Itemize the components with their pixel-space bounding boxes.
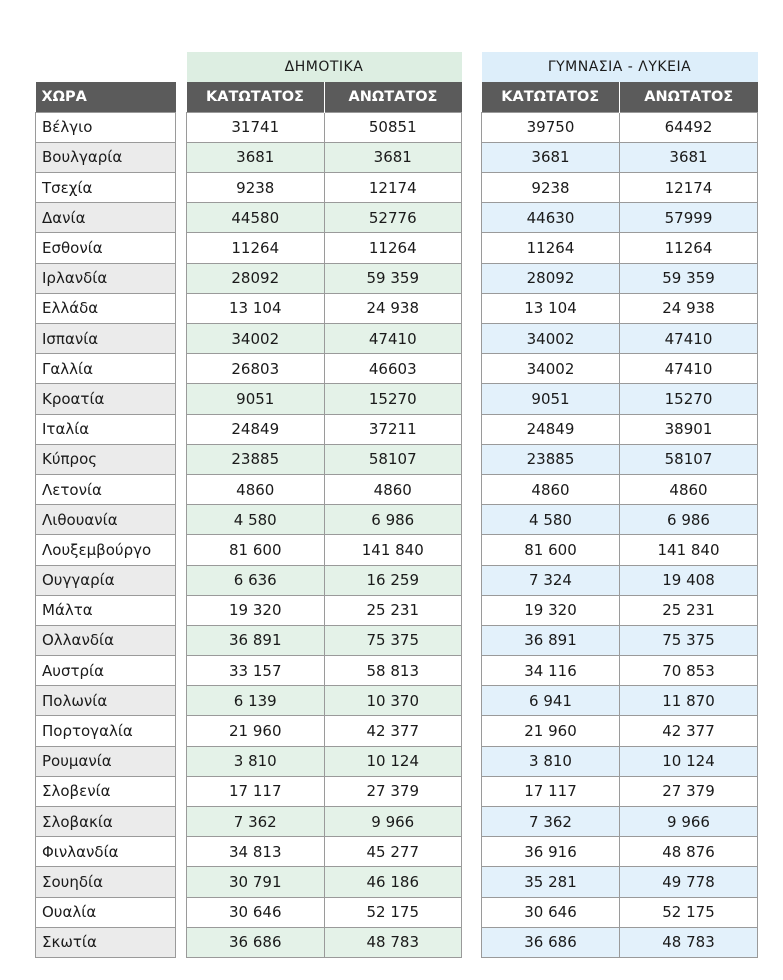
country-row [36,474,176,504]
secondary-row [482,354,758,384]
primary-row [187,203,462,233]
primary-min-cell: 4860 [187,474,325,504]
primary-min-cell: 36 686 [187,927,325,957]
secondary-row [482,927,758,957]
primary-row [187,897,462,927]
primary-min-cell: 4 580 [187,505,325,535]
secondary-row [482,867,758,897]
primary-max-cell: 37211 [324,414,462,444]
primary-max-cell: 50851 [324,112,462,142]
primary-row [187,746,462,776]
primary-row [187,776,462,806]
primary-max-cell: 12174 [324,173,462,203]
primary-max-cell: 42 377 [324,716,462,746]
country-row [36,505,176,535]
country-name-cell: Ελλάδα [36,293,176,323]
primary-row [187,656,462,686]
country-name-cell: Γαλλία [36,354,176,384]
primary-min-cell: 3 810 [187,746,325,776]
primary-row [187,444,462,474]
country-name-cell: Ολλανδία [36,625,176,655]
country-name-cell: Ουαλία [36,897,176,927]
primary-row [187,807,462,837]
secondary-min-cell: 3 810 [482,746,620,776]
primary-school-body [187,112,462,957]
secondary-min-cell: 24849 [482,414,620,444]
country-row [36,293,176,323]
secondary-max-cell: 52 175 [620,897,758,927]
primary-row [187,686,462,716]
country-name-cell: Βέλγιο [36,112,176,142]
secondary-row [482,112,758,142]
country-row [36,142,176,172]
primary-max-cell: 9 966 [324,807,462,837]
country-row [36,173,176,203]
secondary-max-header: ΑΝΩΤΑΤΟΣ [620,82,758,112]
primary-max-cell: 10 370 [324,686,462,716]
secondary-min-cell: 4860 [482,474,620,504]
primary-max-cell: 15270 [324,384,462,414]
secondary-min-cell: 23885 [482,444,620,474]
country-row [36,686,176,716]
country-name-cell: Δανία [36,203,176,233]
primary-min-cell: 13 104 [187,293,325,323]
primary-min-cell: 23885 [187,444,325,474]
country-row [36,837,176,867]
secondary-max-cell: 141 840 [620,535,758,565]
secondary-min-cell: 30 646 [482,897,620,927]
primary-row [187,505,462,535]
primary-max-cell: 75 375 [324,625,462,655]
secondary-max-cell: 47410 [620,354,758,384]
secondary-min-cell: 3681 [482,142,620,172]
primary-min-cell: 34 813 [187,837,325,867]
secondary-max-cell: 75 375 [620,625,758,655]
country-name-cell: Βουλγαρία [36,142,176,172]
primary-min-cell: 19 320 [187,595,325,625]
secondary-row [482,233,758,263]
secondary-min-cell: 21 960 [482,716,620,746]
secondary-group-header: ΓΥΜΝΑΣΙΑ - ΛΥΚΕΙΑ [482,52,758,82]
primary-min-cell: 17 117 [187,776,325,806]
secondary-min-header: ΚΑΤΩΤΑΤΟΣ [482,82,620,112]
primary-row [187,867,462,897]
country-name-cell: Πολωνία [36,686,176,716]
secondary-min-cell: 17 117 [482,776,620,806]
primary-max-cell: 11264 [324,233,462,263]
primary-row [187,324,462,354]
country-row [36,414,176,444]
secondary-row [482,384,758,414]
secondary-row [482,716,758,746]
primary-row [187,625,462,655]
secondary-row [482,746,758,776]
secondary-max-cell: 11 870 [620,686,758,716]
country-row [36,625,176,655]
primary-row [187,595,462,625]
secondary-min-cell: 4 580 [482,505,620,535]
secondary-max-cell: 57999 [620,203,758,233]
country-row [36,112,176,142]
country-name-cell: Τσεχία [36,173,176,203]
secondary-max-cell: 3681 [620,142,758,172]
primary-max-cell: 27 379 [324,776,462,806]
country-row [36,716,176,746]
country-name-cell: Ουγγαρία [36,565,176,595]
primary-min-cell: 9238 [187,173,325,203]
country-row [36,354,176,384]
primary-min-cell: 81 600 [187,535,325,565]
secondary-min-cell: 34002 [482,354,620,384]
primary-row [187,384,462,414]
country-row [36,444,176,474]
primary-min-cell: 31741 [187,112,325,142]
country-name-cell: Πορτογαλία [36,716,176,746]
country-row [36,656,176,686]
primary-max-cell: 46603 [324,354,462,384]
secondary-min-cell: 35 281 [482,867,620,897]
secondary-max-cell: 59 359 [620,263,758,293]
country-name-cell: Σλοβενία [36,776,176,806]
country-column-header: ΧΩΡΑ [36,82,176,112]
secondary-row [482,897,758,927]
country-row [36,867,176,897]
secondary-min-cell: 36 686 [482,927,620,957]
secondary-min-cell: 7 362 [482,807,620,837]
secondary-row [482,686,758,716]
country-row [36,746,176,776]
secondary-school-table [481,52,758,958]
primary-min-cell: 26803 [187,354,325,384]
secondary-row [482,656,758,686]
secondary-row [482,595,758,625]
secondary-min-cell: 9051 [482,384,620,414]
country-row [36,384,176,414]
secondary-max-cell: 11264 [620,233,758,263]
primary-max-cell: 16 259 [324,565,462,595]
primary-row [187,474,462,504]
country-name-cell: Εσθονία [36,233,176,263]
country-name-cell: Ιρλανδία [36,263,176,293]
primary-row [187,354,462,384]
primary-max-cell: 3681 [324,142,462,172]
country-name-cell: Σουηδία [36,867,176,897]
primary-max-cell: 58107 [324,444,462,474]
primary-max-cell: 59 359 [324,263,462,293]
secondary-row [482,263,758,293]
primary-min-cell: 44580 [187,203,325,233]
primary-min-cell: 24849 [187,414,325,444]
secondary-min-cell: 39750 [482,112,620,142]
secondary-row [482,324,758,354]
primary-max-cell: 58 813 [324,656,462,686]
secondary-min-cell: 36 916 [482,837,620,867]
primary-max-cell: 48 783 [324,927,462,957]
primary-min-cell: 9051 [187,384,325,414]
primary-max-cell: 25 231 [324,595,462,625]
country-name-cell: Κροατία [36,384,176,414]
secondary-min-cell: 34 116 [482,656,620,686]
country-row [36,565,176,595]
secondary-max-cell: 64492 [620,112,758,142]
country-row [36,776,176,806]
secondary-row [482,474,758,504]
primary-group-header: ΔΗΜΟΤΙΚΑ [187,52,462,82]
secondary-max-cell: 47410 [620,324,758,354]
primary-max-header: ΑΝΩΤΑΤΟΣ [324,82,462,112]
primary-min-cell: 21 960 [187,716,325,746]
secondary-min-cell: 19 320 [482,595,620,625]
primary-row [187,414,462,444]
primary-row [187,142,462,172]
country-name-cell: Ιταλία [36,414,176,444]
primary-max-cell: 141 840 [324,535,462,565]
country-row [36,927,176,957]
country-name-cell: Λετονία [36,474,176,504]
secondary-max-cell: 42 377 [620,716,758,746]
secondary-max-cell: 24 938 [620,293,758,323]
primary-row [187,263,462,293]
primary-min-cell: 6 636 [187,565,325,595]
primary-row [187,233,462,263]
country-name-cell: Ρουμανία [36,746,176,776]
primary-row [187,535,462,565]
country-name-cell: Μάλτα [36,595,176,625]
country-name-cell: Λουξεμβούργο [36,535,176,565]
secondary-row [482,565,758,595]
secondary-row [482,535,758,565]
secondary-min-cell: 81 600 [482,535,620,565]
secondary-max-cell: 38901 [620,414,758,444]
country-row [36,263,176,293]
primary-max-cell: 46 186 [324,867,462,897]
secondary-max-cell: 48 876 [620,837,758,867]
primary-row [187,716,462,746]
country-row [36,807,176,837]
country-row [36,595,176,625]
primary-min-cell: 11264 [187,233,325,263]
primary-max-cell: 6 986 [324,505,462,535]
secondary-max-cell: 6 986 [620,505,758,535]
secondary-min-cell: 13 104 [482,293,620,323]
secondary-row [482,776,758,806]
secondary-min-cell: 7 324 [482,565,620,595]
primary-min-cell: 3681 [187,142,325,172]
country-name-cell: Φινλανδία [36,837,176,867]
country-row [36,897,176,927]
primary-min-cell: 28092 [187,263,325,293]
country-row [36,535,176,565]
country-row [36,233,176,263]
primary-max-cell: 45 277 [324,837,462,867]
secondary-max-cell: 58107 [620,444,758,474]
secondary-max-cell: 27 379 [620,776,758,806]
secondary-min-cell: 34002 [482,324,620,354]
primary-min-cell: 30 791 [187,867,325,897]
country-name-cell: Σλοβακία [36,807,176,837]
primary-row [187,173,462,203]
secondary-max-cell: 10 124 [620,746,758,776]
secondary-min-cell: 6 941 [482,686,620,716]
secondary-max-cell: 25 231 [620,595,758,625]
country-name-cell: Κύπρος [36,444,176,474]
primary-school-table [186,52,462,958]
secondary-row [482,625,758,655]
secondary-max-cell: 4860 [620,474,758,504]
primary-min-cell: 33 157 [187,656,325,686]
secondary-row [482,142,758,172]
secondary-row [482,173,758,203]
primary-row [187,293,462,323]
secondary-row [482,837,758,867]
country-name-cell: Αυστρία [36,656,176,686]
secondary-min-cell: 28092 [482,263,620,293]
country-column-table [35,82,176,958]
primary-min-cell: 30 646 [187,897,325,927]
primary-min-cell: 6 139 [187,686,325,716]
secondary-row [482,293,758,323]
primary-max-cell: 47410 [324,324,462,354]
country-row [36,203,176,233]
primary-min-cell: 36 891 [187,625,325,655]
primary-row [187,927,462,957]
secondary-min-cell: 11264 [482,233,620,263]
secondary-max-cell: 12174 [620,173,758,203]
primary-max-cell: 4860 [324,474,462,504]
secondary-max-cell: 19 408 [620,565,758,595]
primary-min-cell: 34002 [187,324,325,354]
secondary-row [482,807,758,837]
primary-min-header: ΚΑΤΩΤΑΤΟΣ [187,82,325,112]
primary-max-cell: 10 124 [324,746,462,776]
secondary-row [482,414,758,444]
secondary-max-cell: 49 778 [620,867,758,897]
secondary-min-cell: 36 891 [482,625,620,655]
primary-max-cell: 52 175 [324,897,462,927]
country-name-cell: Σκωτία [36,927,176,957]
secondary-min-cell: 9238 [482,173,620,203]
country-name-cell: Ισπανία [36,324,176,354]
country-row [36,324,176,354]
primary-max-cell: 52776 [324,203,462,233]
country-name-cell: Λιθουανία [36,505,176,535]
secondary-min-cell: 44630 [482,203,620,233]
secondary-school-body [482,112,758,957]
secondary-max-cell: 9 966 [620,807,758,837]
primary-row [187,837,462,867]
secondary-max-cell: 70 853 [620,656,758,686]
secondary-max-cell: 15270 [620,384,758,414]
primary-row [187,112,462,142]
primary-row [187,565,462,595]
secondary-row [482,203,758,233]
secondary-row [482,444,758,474]
country-column-body [36,112,176,957]
primary-max-cell: 24 938 [324,293,462,323]
secondary-row [482,505,758,535]
primary-min-cell: 7 362 [187,807,325,837]
secondary-max-cell: 48 783 [620,927,758,957]
